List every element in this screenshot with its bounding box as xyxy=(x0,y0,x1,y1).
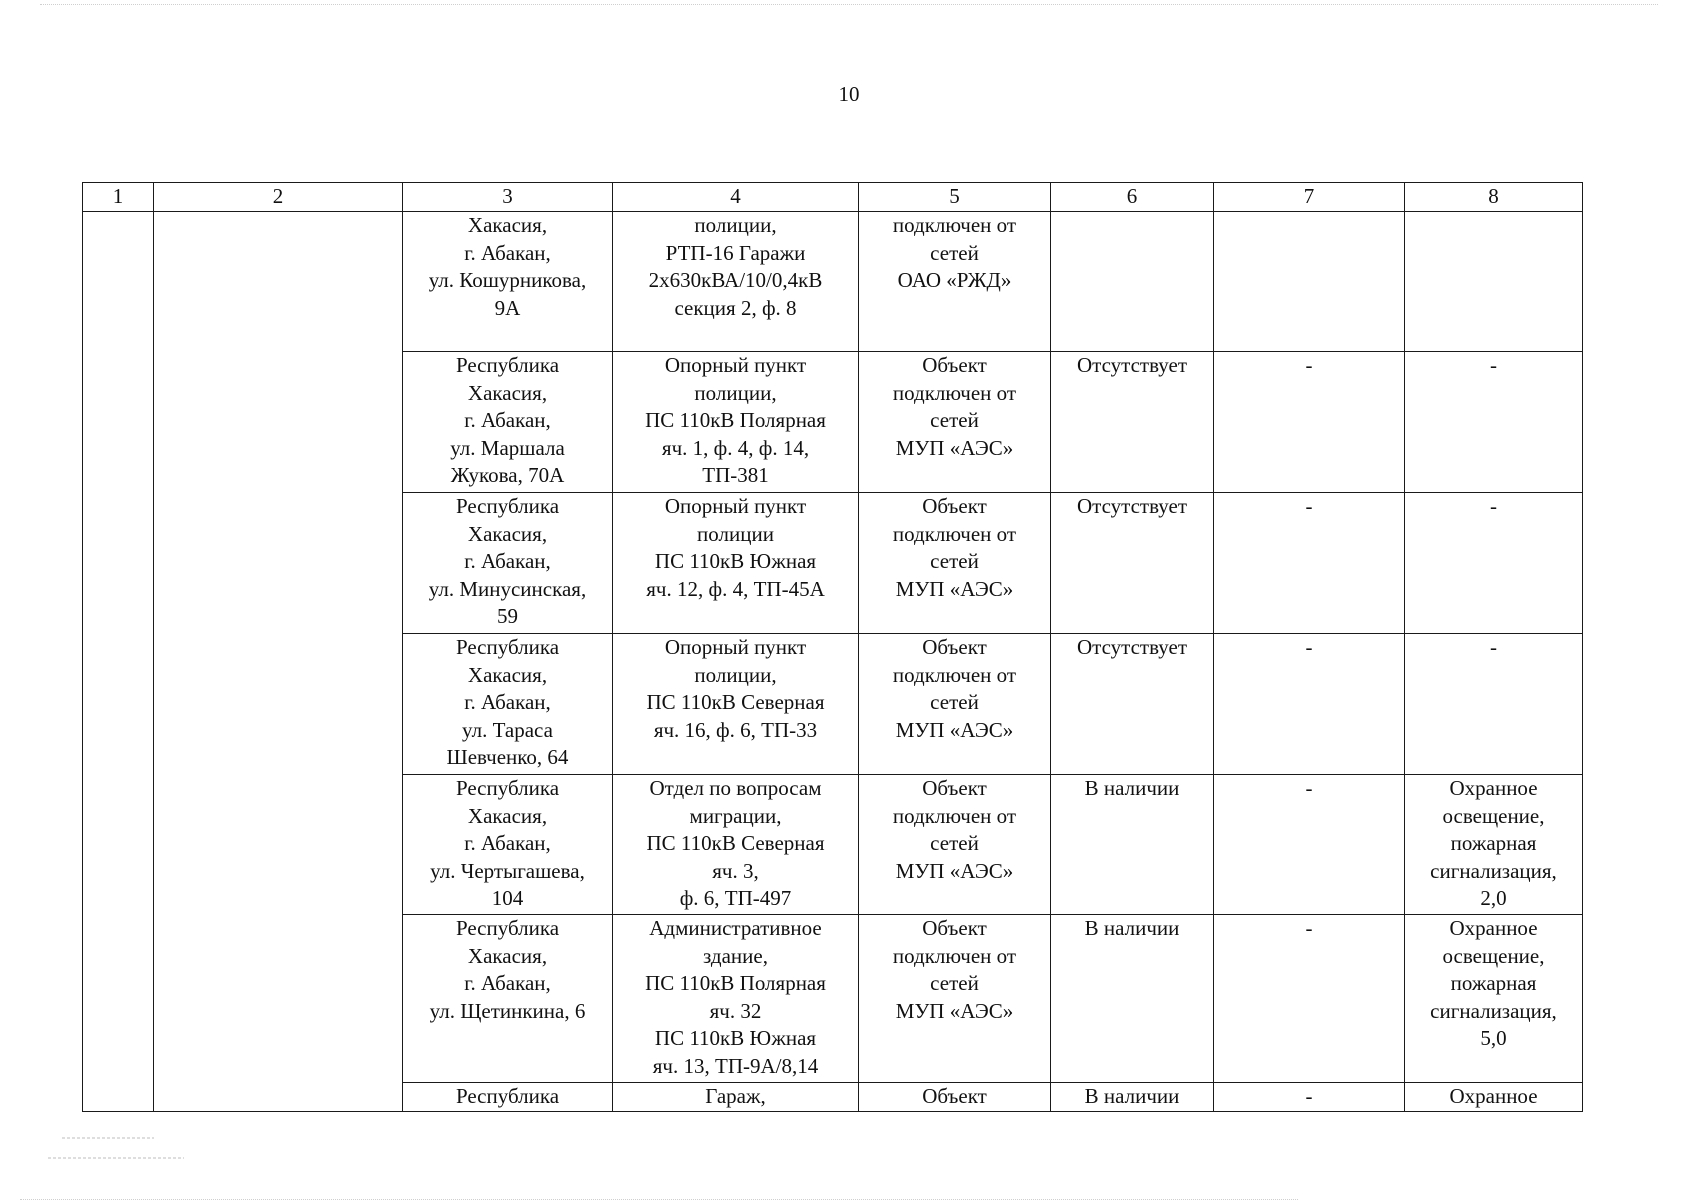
address-cell: Республика Хакасия, г. Абакан, ул. Чертыгашева, 104 xyxy=(403,775,613,915)
page-number: 10 xyxy=(838,82,860,106)
connection-cell: Объект подключен от сетей МУП «АЭС» xyxy=(859,493,1051,634)
column-number-3: 3 xyxy=(403,183,613,212)
col8-cell: Охранное освещение, пожарная сигнализация, 5,0 xyxy=(1405,915,1583,1083)
connection-cell: подключен от сетей ОАО «РЖД» xyxy=(859,212,1051,352)
faint-stamp-mark xyxy=(44,1128,194,1172)
table-header-row xyxy=(83,183,1583,212)
reserve-cell: В наличии xyxy=(1051,1083,1214,1112)
reserve-cell: Отсутствует xyxy=(1051,493,1214,634)
col8-cell: Охранное xyxy=(1405,1083,1583,1112)
column-number-5: 5 xyxy=(859,183,1051,212)
power-source-cell: Отдел по вопросам миграции, ПС 110кВ Северная яч. 3, ф. 6, ТП-497 xyxy=(613,775,859,915)
col8-cell xyxy=(1405,212,1583,352)
address-cell: Республика Хакасия, г. Абакан, ул. Минусинская, 59 xyxy=(403,493,613,634)
col7-cell: - xyxy=(1214,352,1405,493)
col7-cell: - xyxy=(1214,493,1405,634)
address-cell: Республика Хакасия, г. Абакан, ул. Щетинкина, 6 xyxy=(403,915,613,1083)
reserve-cell: В наличии xyxy=(1051,915,1214,1083)
power-source-cell: Опорный пункт полиции, ПС 110кВ Северная яч. 16, ф. 6, ТП-33 xyxy=(613,634,859,775)
col7-cell: - xyxy=(1214,775,1405,915)
reserve-cell: В наличии xyxy=(1051,775,1214,915)
col7-cell xyxy=(1214,212,1405,352)
scan-edge-top xyxy=(40,4,1658,6)
address-cell: Республика Хакасия, г. Абакан, ул. Тараса Шевченко, 64 xyxy=(403,634,613,775)
power-source-cell: Гараж, xyxy=(613,1083,859,1112)
table-row xyxy=(83,212,1583,352)
reserve-cell: Отсутствует xyxy=(1051,634,1214,775)
column-number-2: 2 xyxy=(154,183,403,212)
facilities-table xyxy=(82,182,1583,1112)
connection-cell: Объект подключен от сетей МУП «АЭС» xyxy=(859,634,1051,775)
col8-cell: - xyxy=(1405,352,1583,493)
column-number-6: 6 xyxy=(1051,183,1214,212)
col8-cell: Охранное освещение, пожарная сигнализация, 2,0 xyxy=(1405,775,1583,915)
merged-cell-col2 xyxy=(154,212,403,1112)
address-cell: Хакасия, г. Абакан, ул. Кошурникова, 9А xyxy=(403,212,613,352)
col8-cell: - xyxy=(1405,493,1583,634)
col7-cell: - xyxy=(1214,915,1405,1083)
connection-cell: Объект подключен от сетей МУП «АЭС» xyxy=(859,775,1051,915)
column-number-7: 7 xyxy=(1214,183,1405,212)
power-source-cell: Опорный пункт полиции ПС 110кВ Южная яч. 12, ф. 4, ТП-45А xyxy=(613,493,859,634)
address-cell: Республика xyxy=(403,1083,613,1112)
connection-cell: Объект xyxy=(859,1083,1051,1112)
connection-cell: Объект подключен от сетей МУП «АЭС» xyxy=(859,915,1051,1083)
reserve-cell: Отсутствует xyxy=(1051,352,1214,493)
power-source-cell: Административное здание, ПС 110кВ Полярная яч. 32 ПС 110кВ Южная яч. 13, ТП-9А/8,14 xyxy=(613,915,859,1083)
connection-cell: Объект подключен от сетей МУП «АЭС» xyxy=(859,352,1051,493)
column-number-8: 8 xyxy=(1405,183,1583,212)
column-number-1: 1 xyxy=(83,183,154,212)
column-number-4: 4 xyxy=(613,183,859,212)
col7-cell: - xyxy=(1214,634,1405,775)
col7-cell: - xyxy=(1214,1083,1405,1112)
power-source-cell: полиции, РТП-16 Гаражи 2х630кВА/10/0,4кВ секция 2, ф. 8 xyxy=(613,212,859,352)
reserve-cell xyxy=(1051,212,1214,352)
power-source-cell: Опорный пункт полиции, ПС 110кВ Полярная яч. 1, ф. 4, ф. 14, ТП-381 xyxy=(613,352,859,493)
merged-cell-col1 xyxy=(83,212,154,1112)
col8-cell: - xyxy=(1405,634,1583,775)
address-cell: Республика Хакасия, г. Абакан, ул. Маршала Жукова, 70А xyxy=(403,352,613,493)
